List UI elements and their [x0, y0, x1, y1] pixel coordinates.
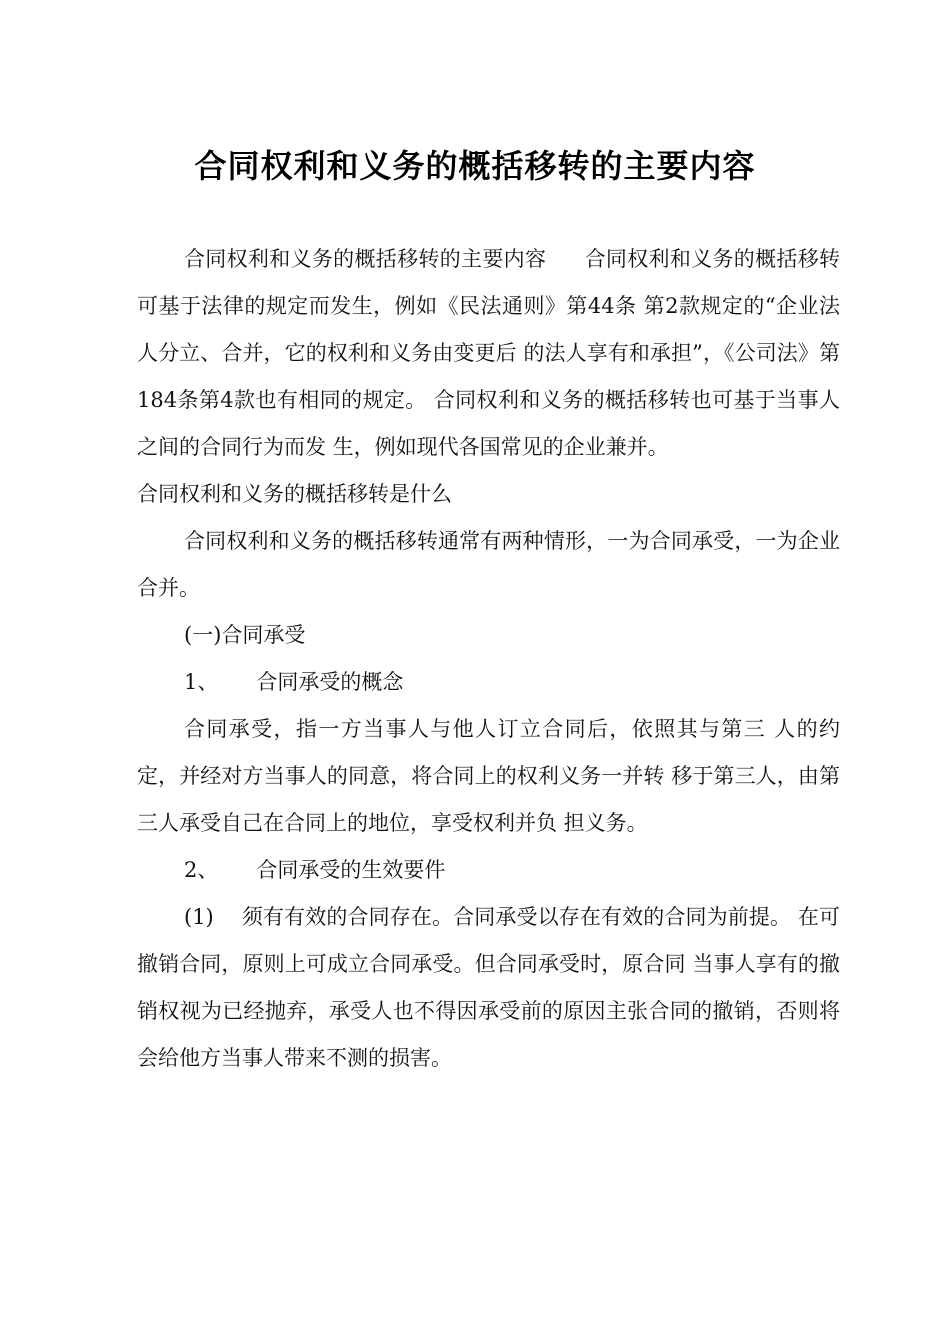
paragraph-definition: 合同承受，指一方当事人与他人订立合同后，依照其与第三 人的约定，并经对方当事人的同意，将合同上的权利义务一并转 移于第三人，由第三人承受自己在合同上的地位，享受权利并负 担义务。 — [137, 717, 840, 835]
subsection-heading: (一)合同承受 — [184, 623, 306, 647]
list-text: 合同承受的概念 — [256, 670, 404, 694]
condition-number: (1) — [184, 905, 214, 929]
list-item-1 — [137, 659, 840, 706]
list-number: 2、 — [184, 858, 219, 882]
paragraph-intro — [137, 236, 840, 471]
list-text: 合同承受的生效要件 — [256, 858, 446, 882]
document-body — [137, 236, 840, 1082]
page-title: 合同权利和义务的概括移转的主要内容 — [194, 147, 756, 186]
condition-text: 须有有效的合同存在。合同承受以存在有效的合同为前提。 在可撤销合同，原则上可成立合同承受。但合同承受时，原合同 当事人享有的撤销权视为已经抛弃，承受人也不得因承受前的原因主张合同的撤销，否则将会给他方当事人带来不测的损害。 — [137, 905, 840, 1070]
paragraph-condition-1 — [137, 894, 840, 1082]
section-heading: 合同权利和义务的概括移转是什么 — [137, 482, 452, 506]
list-item-2 — [137, 847, 840, 894]
list-number: 1、 — [184, 670, 219, 694]
intro-text: 合同权利和义务的概括移转可基于法律的规定而发生，例如《民法通则》第44条 第2款规定的“企业法人分立、合并，它的权利和义务由变更后 的法人享有和承担”，《公司法》第184条第4款也有相同的规定。 合同权利和义务的概括移转也可基于当事人之间的合同行为而发 生，例如现代各国常见的企业兼并。 — [137, 247, 841, 459]
paragraph-two-forms: 合同权利和义务的概括移转通常有两种情形，一为合同承受，一为企业合并。 — [137, 529, 840, 600]
intro-heading: 合同权利和义务的概括移转的主要内容 — [184, 247, 547, 271]
